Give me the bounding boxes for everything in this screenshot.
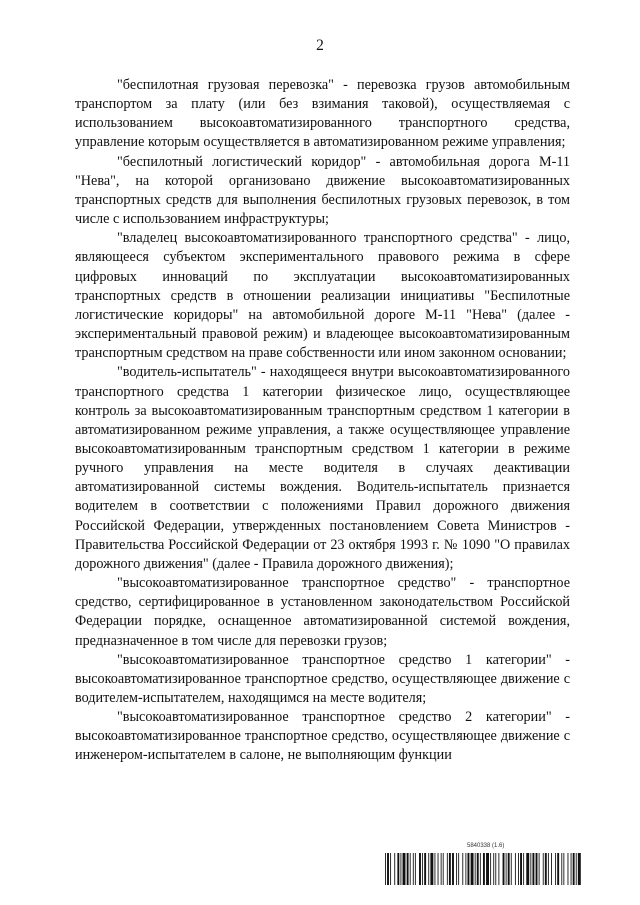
barcode-bar [483,853,485,885]
barcode-bar [545,853,547,885]
barcode-bar [415,853,416,885]
barcode-bar [532,853,534,885]
barcode-bar [508,853,510,885]
barcode-bar [452,853,454,885]
barcode-bar [486,853,489,885]
barcode-bar [410,853,411,885]
barcode-bar [503,853,505,885]
barcode-bar [462,853,463,885]
definition-paragraph: "высокоавтоматизированное транспортное средство 2 категории" - высокоавтоматизированное транспортное средство, осуществляющее движение с инженером-испытателем в салоне, не выполняющим функции [75,709,570,764]
definition-paragraph: "высокоавтоматизированное транспортное средство" - транспортное средство, сертифицированное в установленном законодательством Российской Федерации порядке, оснащенное автоматизированной системой вождения, предназначенное в том числе для перевозки грузов; [75,575,570,649]
barcode-bar [568,853,569,885]
barcode-bar [573,853,575,885]
barcode-bar [435,853,436,885]
barcode-bar [493,853,494,885]
barcode-bar [548,853,549,885]
barcode-bar [518,853,519,885]
barcode-bar [387,853,389,885]
barcode-bar [498,853,499,885]
barcode-bar [576,853,577,885]
barcode-bar [471,853,474,885]
barcode-bar [490,853,491,885]
barcode-bar [543,853,544,885]
document-barcode-block [385,843,583,891]
barcode-bar [458,853,459,885]
barcode-bar [555,853,556,885]
barcode-bar [438,853,439,885]
barcode-bar [495,853,496,885]
barcode-bar [530,853,531,885]
definition-paragraph: "беспилотная грузовая перевозка" - перевозка грузов автомобильным транспортом за плату (или без взимания таковой), осуществляемая с использованием высокоавтоматизированного транспортного средства, управление которым осуществляется в автоматизированном режиме управления; [75,77,570,151]
barcode-bar [419,853,421,885]
barcode-bar [422,853,423,885]
barcode-bar [424,853,426,885]
barcode-bar [475,853,476,885]
barcode-bar [403,853,406,885]
page-number: 2 [316,37,324,54]
barcode-bar [394,853,395,885]
barcode-bar [468,853,470,885]
barcode-bar [506,853,507,885]
definition-paragraph: "беспилотный логистический коридор" - автомобильная дорога М-11 "Нева", на которой организовано движение высокоавтоматизированных транспортных средств для выполнения беспилотных грузовых перевозок, в том числе с использованием инфраструктуры; [75,153,570,228]
barcode-bar [430,853,433,885]
barcode-bar [441,853,442,885]
barcode-bar [578,853,581,885]
barcode-bar [523,853,524,885]
barcode-bar [511,853,512,885]
document-body [75,76,570,766]
barcode-bar [477,853,479,885]
barcode-bar [400,853,401,885]
barcode-bar [536,853,538,885]
definition-paragraph: "высокоавтоматизированное транспортное средство 1 категории" - высокоавтоматизированное транспортное средство, осуществляющее движение с водителем-испытателем, находящимся на месте водителя; [75,651,570,706]
barcode-bar [397,853,399,885]
barcode-bar [456,853,457,885]
barcode-bar [407,853,409,885]
barcode-bar [385,853,386,885]
definition-paragraph: "владелец высокоавтоматизированного транспортного средства" - лицо, являющееся субъектом экспериментального правового режима в сфере цифровых инноваций по эксплуатации высокоавтоматизированных транспортных средств в отношении реализации инициативы "Беспилотные логистические коридоры" на автомобильной дороге М-11 "Нева" (далее - экспериментальный правовой режим) и владеющее высокоавтоматизированным транспортным средством на праве собственности или ином законном основании; [75,230,570,362]
barcode-icon [385,853,583,885]
barcode-bar [390,853,391,885]
barcode-bar [428,853,429,885]
barcode-bar [480,853,481,885]
barcode-bar [571,853,572,885]
barcode-bar [520,853,522,885]
barcode-caption: 5840338 (1.6) [467,843,505,849]
barcode-bar [563,853,564,885]
barcode-bar [413,853,414,885]
barcode-bar [539,853,540,885]
barcode-bar [561,853,562,885]
barcode-bar [443,853,444,885]
barcode-bar [551,853,552,885]
barcode-bar [557,853,559,885]
barcode-bar [526,853,529,885]
barcode-bar [447,853,448,885]
barcode-bar [449,853,451,885]
barcode-bar [515,853,516,885]
definition-paragraph: "водитель-испытатель" - находящееся внутри высокоавтоматизированного транспортного средства 1 категории физическое лицо, осуществляющее контроль за высокоавтоматизированным транспортным средством 1 категории в автоматизированном режиме управления, а также осуществляющее управление высокоавтоматизированным транспортным средством 1 категории в режиме ручного управления на месте водителя в случаях деактивации автоматизированной системы вождения. Водитель-испытатель признается водителем в соответствии с положениями Правил дорожного движения Российской Федерации, утвержденных постановлением Совета Министров - Правительства Российской Федерации от 23 октября 1993 г. № 1090 "О правилах дорожного движения" (далее - Правила дорожного движения); [75,364,570,572]
barcode-bar [465,853,466,885]
